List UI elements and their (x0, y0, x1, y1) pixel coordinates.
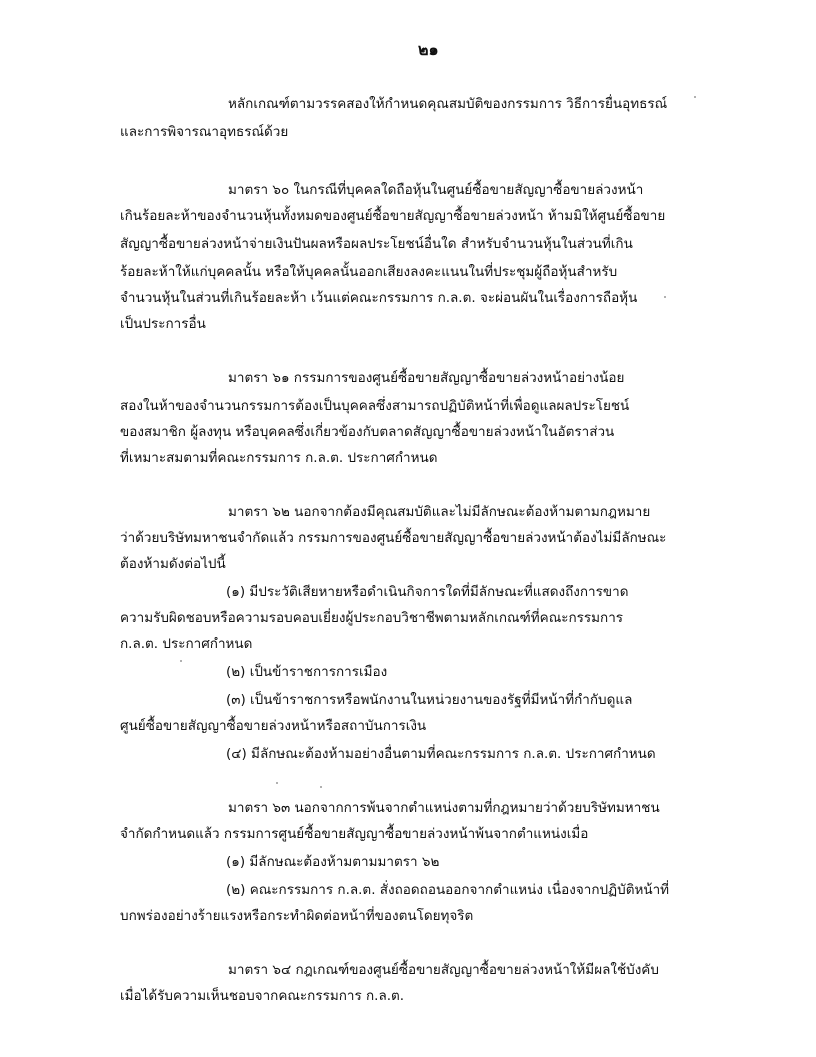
text-line: จำกัดกำหนดแล้ว กรรมการศูนย์ซื้อขายสัญญาซื้อขายล่วงหน้าพ้นจากตำแหน่งเมื่อ (120, 826, 589, 842)
section-63-heading-line: มาตรา ๖๓ นอกจากการพ้นจากตำแหน่งตามที่กฎหมายว่าด้วยบริษัทมหาชน (228, 800, 660, 816)
text-line: ก.ล.ต. ประกาศกำหนด (120, 636, 253, 652)
text-line: สัญญาซื้อขายล่วงหน้าจ่ายเงินปันผลหรือผลประโยชน์อื่นใด สำหรับจำนวนหุ้นในส่วนที่เกิน (120, 236, 633, 252)
text-line: ต้องห้ามดังต่อไปนี้ (120, 556, 226, 572)
text-line: บกพร่องอย่างร้ายแรงหรือกระทำผิดต่อหน้าที่ของตนโดยทุจริต (120, 908, 474, 924)
list-item-4: (๔) มีลักษณะต้องห้ามอย่างอื่นตามที่คณะกรรมการ ก.ล.ต. ประกาศกำหนด (226, 746, 656, 762)
text-line: ของสมาชิก ผู้ลงทุน หรือบุคคลซึ่งเกี่ยวข้องกับตลาดสัญญาซื้อขายล่วงหน้าในอัตราส่วน (120, 424, 615, 440)
scan-speck (694, 96, 696, 98)
section-60-heading-line: มาตรา ๖๐ ในกรณีที่บุคคลใดถือหุ้นในศูนย์ซื้อขายสัญญาซื้อขายล่วงหน้า (228, 182, 644, 198)
text-line: เมื่อได้รับความเห็นชอบจากคณะกรรมการ ก.ล.ต. (120, 988, 405, 1004)
list-item-2: (๒) คณะกรรมการ ก.ล.ต. สั่งถอดถอนออกจากตำแหน่ง เนื่องจากปฏิบัติหน้าที่ (226, 882, 670, 898)
text-line: ความรับผิดชอบหรือความรอบคอบเยี่ยงผู้ประกอบวิชาชีพตามหลักเกณฑ์ที่คณะกรรมการ (120, 610, 624, 626)
section-62-heading-line: มาตรา ๖๒ นอกจากต้องมีคุณสมบัติและไม่มีลักษณะต้องห้ามตามกฎหมาย (228, 504, 651, 520)
list-item-1: (๑) มีลักษณะต้องห้ามตามมาตรา ๖๒ (226, 854, 440, 870)
text-line: เป็นประการอื่น (120, 316, 206, 332)
text-line: เกินร้อยละห้าของจำนวนหุ้นทั้งหมดของศูนย์ซื้อขายสัญญาซื้อขายล่วงหน้า ห้ามมิให้ศูนย์ซื้อขาย (120, 208, 666, 224)
text-line: ศูนย์ซื้อขายสัญญาซื้อขายล่วงหน้าหรือสถาบันการเงิน (120, 718, 427, 734)
list-item-1: (๑) มีประวัติเสียหายหรือดำเนินกิจการใดที่มีลักษณะที่แสดงถึงการขาด (226, 584, 629, 600)
section-64-heading-line: มาตรา ๖๔ กฎเกณฑ์ของศูนย์ซื้อขายสัญญาซื้อขายล่วงหน้าให้มีผลใช้บังคับ (228, 962, 659, 978)
scan-speck (320, 786, 322, 788)
scan-speck (180, 660, 182, 662)
list-item-2: (๒) เป็นข้าราชการการเมือง (226, 664, 388, 680)
text-line: ที่เหมาะสมตามที่คณะกรรมการ ก.ล.ต. ประกาศกำหนด (120, 450, 438, 466)
text-line: หลักเกณฑ์ตามวรรคสองให้กำหนดคุณสมบัติของกรรมการ วิธีการยื่นอุทธรณ์ (228, 96, 668, 112)
section-61-heading-line: มาตรา ๖๑ กรรมการของศูนย์ซื้อขายสัญญาซื้อขายล่วงหน้าอย่างน้อย (228, 370, 625, 386)
text-line: สองในห้าของจำนวนกรรมการต้องเป็นบุคคลซึ่งสามารถปฏิบัติหน้าที่เพื่อดูแลผลประโยชน์ (120, 398, 630, 414)
text-line: ว่าด้วยบริษัทมหาชนจำกัดแล้ว กรรมการของศูนย์ซื้อขายสัญญาซื้อขายล่วงหน้าต้องไม่มีลักษณะ (120, 530, 667, 546)
text-line: จำนวนหุ้นในส่วนที่เกินร้อยละห้า เว้นแต่คณะกรรมการ ก.ล.ต. จะผ่อนผันในเรื่องการถือหุ้น (120, 290, 638, 306)
scan-speck (664, 296, 666, 298)
scan-speck (276, 782, 278, 784)
page-number: ๒๑ (418, 40, 439, 59)
text-line: และการพิจารณาอุทธรณ์ด้วย (120, 124, 289, 140)
list-item-3: (๓) เป็นข้าราชการหรือพนักงานในหน่วยงานของรัฐที่มีหน้าที่กำกับดูแล (226, 692, 633, 708)
text-line: ร้อยละห้าให้แก่บุคคลนั้น หรือให้บุคคลนั้นออกเสียงลงคะแนนในที่ประชุมผู้ถือหุ้นสำหรับ (120, 264, 618, 280)
